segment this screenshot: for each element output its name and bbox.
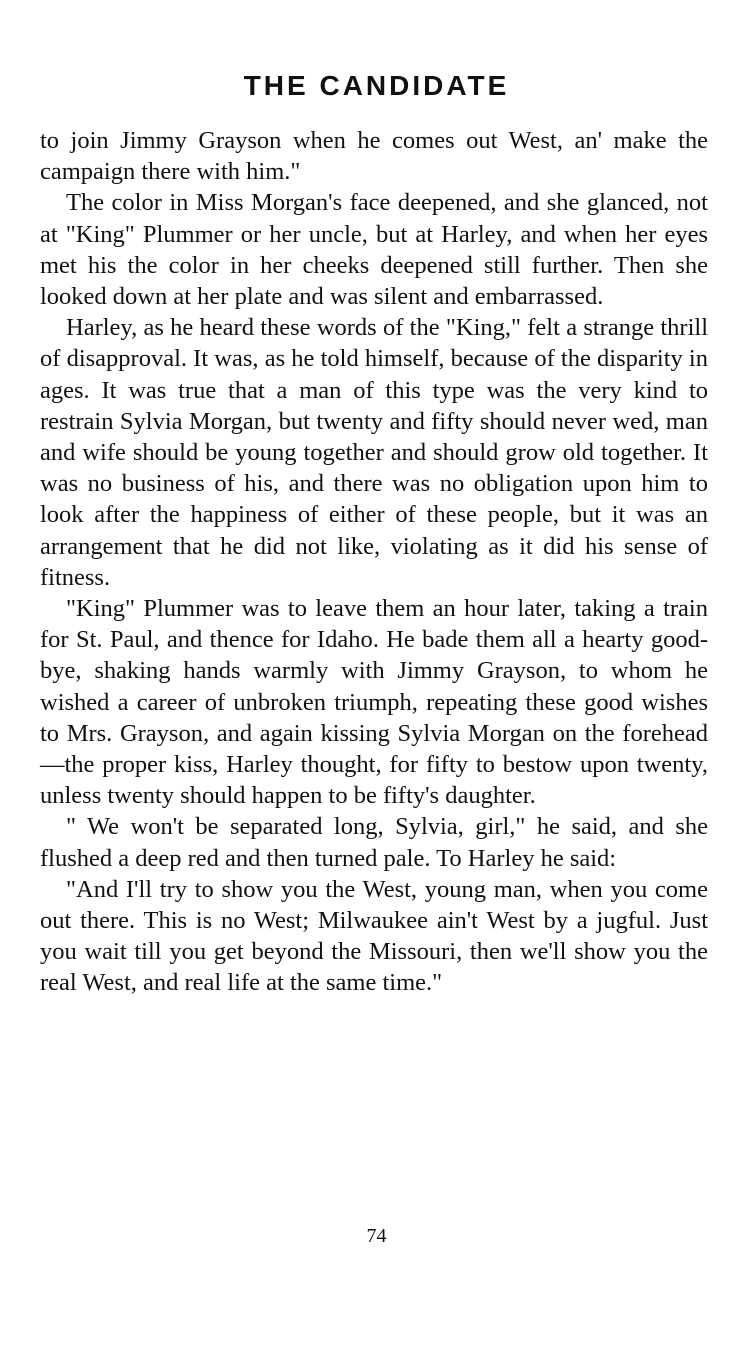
paragraph-continuation: to join Jimmy Grayson when he comes out West, an' make the campaign there with him." xyxy=(40,127,708,186)
paragraph: The color in Miss Morgan's face deepened, and she glanced, not at "King" Plummer or her uncle, but at Harley, and when her eyes met his the color in her cheeks deepened still further. Then she looked down at her plate and was silent and embarrassed. xyxy=(40,189,708,311)
paragraph: "King" Plummer was to leave them an hour later, taking a train for St. Paul, and thence for Idaho. He bade them all a hearty good-bye, shaking hands warmly with Jimmy Grayson, to whom he wished a career of unbroken triumph, repeating these good wishes to Mrs. Grayson, and again kissing Sylvia Morgan on the forehead—the proper kiss, Harley thought, for fifty to bestow upon twenty, unless twenty should happen to be fifty's daughter. xyxy=(40,595,708,810)
paragraph: " We won't be separated long, Sylvia, girl," he said, and she flushed a deep red and then turned pale. To Harley he said: xyxy=(40,813,708,872)
page-number: 74 xyxy=(366,1225,387,1247)
paragraph: Harley, as he heard these words of the "King," felt a strange thrill of disapproval. It was, as he told himself, because of the disparity in ages. It was true that a man of this type was the very kind to restrain Sylvia Morgan, but twenty and fifty should never wed, man and wife should be young together and should grow old together. It was no business of his, and there was no obligation upon him to look after the happiness of either of these people, but it was an arrangement that he did not like, violating as it did his sense of fitness. xyxy=(40,314,708,591)
running-head: THE CANDIDATE xyxy=(243,70,510,101)
paragraph: "And I'll try to show you the West, young man, when you come out there. This is no West; Milwaukee ain't West by a jugful. Just you wait till you get beyond the Missouri, then we'll show you the real West, and real life at the same time." xyxy=(40,875,708,997)
body-text xyxy=(40,125,708,999)
